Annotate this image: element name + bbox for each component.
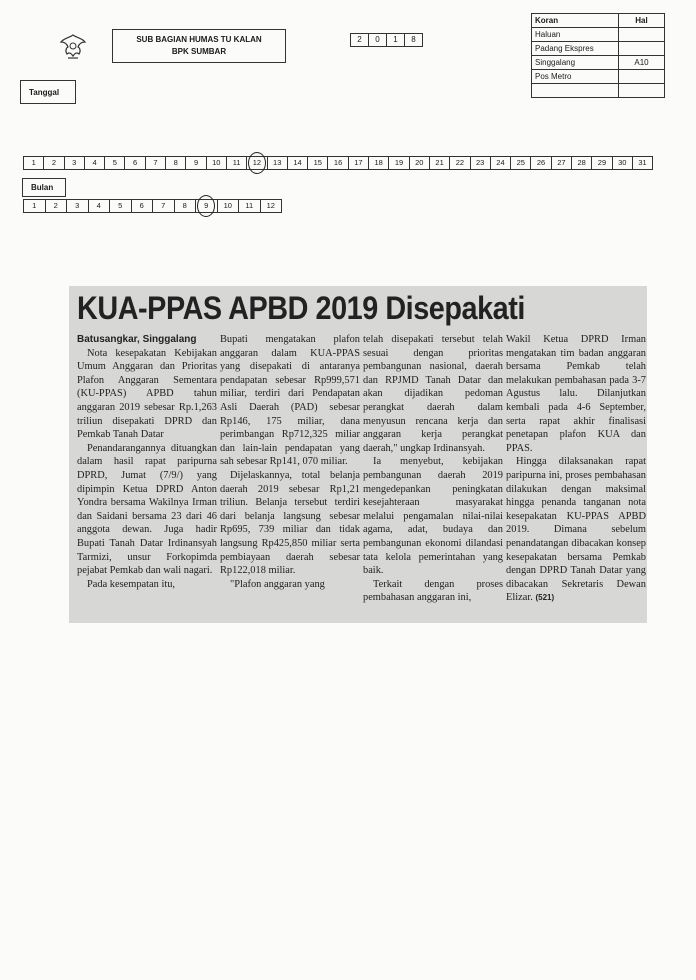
koran-cell: Padang Ekspres: [532, 42, 619, 56]
date-number: 8: [173, 158, 178, 167]
date-cell-2: [43, 156, 64, 170]
date-number: 28: [577, 158, 586, 167]
koran-header: Koran: [532, 14, 619, 28]
date-cell-16: [327, 156, 348, 170]
article-paragraph: telah disepakati tersebut telah sesuai dengan prioritas pembangunan nasional, daerah dan RPJMD Tanah Datar dan akan dijadikan pedoman perangkat daerah dalam menyusun rencana kerja dan anggaran kerja perangkat daerah," ungkap Irdinansyah.: [363, 334, 503, 454]
date-number: 10: [212, 158, 221, 167]
month-number: 3: [75, 201, 80, 210]
date-cell-20: [409, 156, 430, 170]
org-line-1: SUB BAGIAN HUMAS TU KALAN: [136, 35, 262, 44]
date-cell-23: [470, 156, 491, 170]
date-cell-14: [287, 156, 308, 170]
month-cell-9: [195, 199, 218, 213]
date-cell-28: [571, 156, 592, 170]
article-dateline: Batusangkar, Singgalang: [77, 334, 197, 345]
article-paragraph: Wakil Ketua DPRD Irman mengatakan tim badan anggaran bersama Pemkab telah melakukan pembahasan pada 3-7 Agustus lalu. Dilanjutkan kembali pada 4-6 September, serta rapat akhir finalisasi penetapan plafon KUA dan PPAS.: [506, 334, 646, 454]
table-row: [532, 84, 665, 98]
article-signature: (521): [535, 593, 555, 603]
article-paragraph: Bupati mengatakan plafon anggaran dalam KUA-PPAS yang disepakati di antaranya pendapatan sebesar Rp999,571 miliar, terdiri dari Pendapatan Asli Daerah (PAD) sebesar Rp146, 175 miliar, dana perimbangan Rp712,325 miliar dan lain-lain pendapatan yang sah sebesar Rp141, 070 miliar.: [220, 334, 360, 468]
month-number: 10: [223, 201, 232, 210]
date-number: 26: [536, 158, 546, 167]
date-number: 11: [232, 158, 241, 167]
newspaper-source-table: [531, 13, 665, 98]
month-number: 7: [161, 201, 166, 210]
month-cell-4: [88, 199, 111, 213]
hal-cell: [619, 42, 665, 56]
org-header-box: [112, 29, 286, 63]
date-number: 6: [133, 158, 138, 167]
month-cell-8: [174, 199, 197, 213]
date-cell-4: [84, 156, 105, 170]
hal-cell: [619, 84, 665, 98]
date-number: 20: [415, 158, 424, 167]
date-number: 22: [455, 158, 465, 167]
month-number: 1: [32, 201, 37, 210]
month-cell-12: [260, 199, 283, 213]
month-cell-11: [238, 199, 261, 213]
koran-cell: [532, 84, 619, 98]
date-cell-26: [530, 156, 551, 170]
hal-header: Hal: [619, 14, 665, 28]
month-selector-row: [24, 199, 282, 213]
date-number: 25: [516, 158, 525, 167]
table-row: [532, 70, 665, 84]
date-number: 12: [252, 158, 262, 167]
koran-cell: Pos Metro: [532, 70, 619, 84]
date-cell-9: [185, 156, 206, 170]
date-number: 19: [394, 158, 404, 167]
date-cell-12: [246, 156, 267, 170]
article-paragraph: Ia menyebut, kebijakan pembangunan daerah 2019 mengedepankan peningkatan kesejahteraan masyarakat melalui pengamalan nilai-nilai agama, adat, budaya dan pembangunan ekonomi dilandasi tata kelola pemerintahan yang baik.: [363, 456, 503, 577]
date-cell-27: [551, 156, 572, 170]
date-cell-8: [165, 156, 186, 170]
date-number: 23: [476, 158, 485, 167]
date-cell-1: [23, 156, 44, 170]
date-cell-11: [226, 156, 247, 170]
date-cell-13: [267, 156, 288, 170]
month-cell-1: [23, 199, 46, 213]
date-number: 15: [313, 158, 322, 167]
article-paragraph: "Plafon anggaran yang: [230, 578, 325, 590]
article-paragraph: Pada kesempatan itu,: [87, 578, 176, 590]
table-row: [532, 28, 665, 42]
date-number: 30: [618, 158, 627, 167]
month-number: 4: [96, 201, 101, 210]
date-cell-15: [307, 156, 328, 170]
article-paragraph: Terkait dengan proses pembahasan anggaran ini,: [363, 578, 503, 604]
date-number: 7: [153, 158, 158, 167]
selection-circle-mark: [197, 195, 215, 217]
article-column-3: [363, 333, 503, 618]
date-number: 13: [273, 158, 282, 167]
month-cell-5: [109, 199, 132, 213]
month-cell-3: [66, 199, 89, 213]
hal-cell: A10: [619, 56, 665, 70]
date-cell-18: [368, 156, 389, 170]
date-cell-25: [510, 156, 531, 170]
koran-cell: Singgalang: [532, 56, 619, 70]
org-line-2: BPK SUMBAR: [171, 47, 227, 56]
year-digit: 2: [350, 33, 369, 47]
month-cell-10: [217, 199, 240, 213]
month-number: 8: [182, 201, 187, 210]
date-cell-19: [388, 156, 409, 170]
month-number: 2: [53, 201, 58, 210]
date-number: 2: [51, 158, 57, 167]
table-row: [532, 56, 665, 70]
date-number: 1: [31, 158, 36, 167]
date-number: 21: [435, 158, 444, 167]
month-number: 11: [245, 201, 254, 210]
koran-cell: Haluan: [532, 28, 619, 42]
date-number: 5: [112, 158, 117, 167]
date-number: 9: [193, 158, 199, 167]
article-paragraph: Penandarangannya dituangkan dalam hasil rapat paripurna DPRD, Jumat (7/9/) yang dipimpin Ketua DPRD Anton Yondra bersama Wakilnya Irman dan Saidani bersama 23 dari 46 anggota dewan. Juga hadir Bupati Tanah Datar Irdinansyah Tarmizi, unsur Forkopimda pejabat Pemkab dan wali nagari.: [77, 442, 217, 577]
month-number: 9: [204, 201, 209, 210]
date-cell-5: [104, 156, 125, 170]
date-cell-10: [206, 156, 227, 170]
hal-cell: [619, 28, 665, 42]
month-cell-2: [45, 199, 68, 213]
date-number: 29: [597, 158, 607, 167]
article-column-4: [506, 333, 646, 618]
year-digit: 8: [404, 33, 423, 47]
article-headline: KUA-PPAS APBD 2019 Disepakati: [77, 290, 525, 326]
date-cell-24: [490, 156, 511, 170]
date-number: 31: [638, 158, 647, 167]
date-cell-3: [64, 156, 85, 170]
article-paragraph: Nota kesepakatan Kebijakan Umum Anggaran dan Prioritas Plafon Anggaran Sementara (KU-PPAS) APBD tahun anggaran 2019 sebesar Rp.1,263 triliun disepakati DPRD dan Pemkab Tanah Datar: [77, 347, 217, 441]
month-cell-6: [131, 199, 154, 213]
date-number: 4: [92, 158, 97, 167]
date-cell-7: [145, 156, 166, 170]
article-paragraph-text: Hingga dilaksanakan rapat paripurna ini, proses pembahasan dilakukan dengan maksimal hingga penanda tanganan nota kesepakatan KU-PPAS APBD 2019. Dimana sebelum penandatangan dibacakan konsep kesepakatan bersama Pemkab dengan DPRD Tanah Datar yang dibacakan Sekretaris Dewan Elizar.: [506, 456, 646, 604]
date-cell-22: [449, 156, 470, 170]
year-field: [351, 33, 423, 47]
selection-circle-mark: [248, 152, 266, 174]
bulan-label-box: Bulan: [22, 178, 66, 197]
date-number: 14: [293, 158, 302, 167]
article-paragraph: [506, 455, 646, 605]
hal-cell: [619, 70, 665, 84]
date-cell-21: [429, 156, 450, 170]
date-number: 18: [374, 158, 383, 167]
month-number: 6: [139, 201, 144, 210]
date-cell-29: [591, 156, 612, 170]
date-number: 16: [333, 158, 343, 167]
month-cell-7: [152, 199, 175, 213]
date-number: 24: [496, 158, 505, 167]
month-number: 5: [118, 201, 123, 210]
date-selector-row: [24, 156, 653, 170]
date-cell-30: [612, 156, 633, 170]
date-cell-31: [632, 156, 653, 170]
date-number: 27: [557, 158, 566, 167]
tanggal-label-box: Tanggal: [20, 80, 76, 104]
year-digit: 1: [386, 33, 405, 47]
date-cell-6: [124, 156, 145, 170]
table-row: [532, 42, 665, 56]
month-number: 12: [266, 201, 275, 210]
article-column-2: [220, 333, 360, 618]
garuda-emblem-icon: [58, 32, 88, 62]
year-digit: 0: [368, 33, 387, 47]
date-cell-17: [348, 156, 369, 170]
date-number: 3: [72, 158, 77, 167]
article-column-1: [77, 333, 217, 618]
article-paragraph: Dijelaskannya, total belanja daerah 2019 sebesar Rp1,21 triliun. Belanja tersebut terdiri dari belanja langsung sebesar Rp695, 739 miliar dan tidak langsung Rp425,850 miliar serta pembiayaan daerah sebesar Rp122,018 miliar.: [220, 469, 360, 577]
date-number: 17: [354, 158, 363, 167]
